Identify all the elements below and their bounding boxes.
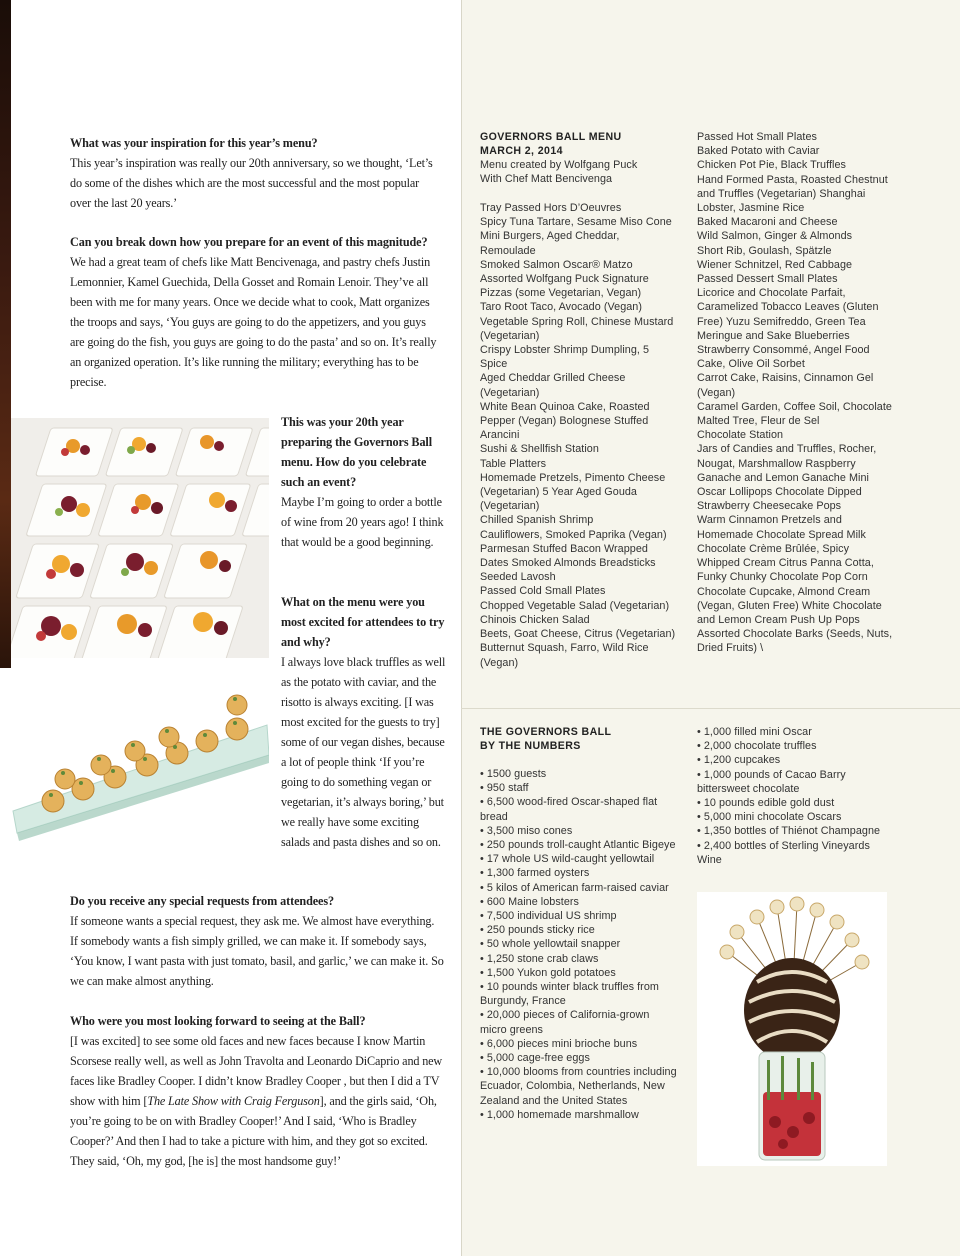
menu-date: MARCH 2, 2014	[480, 145, 563, 157]
menu-item: Homemade Pretzels, Pimento Cheese (Vegetarian) 5 Year Aged Gouda (Vegetarian)	[480, 471, 666, 513]
menu-item: Wild Salmon, Ginger & Almonds	[697, 230, 853, 243]
stat-item: • 7,500 individual US shrimp	[480, 910, 617, 923]
column-divider	[461, 0, 462, 1256]
menu-item: Tray Passed Hors D’Oeuvres	[480, 202, 622, 214]
stat-item: • 1,000 homemade marshmallow	[480, 1108, 639, 1121]
stat-item: • 250 pounds troll-caught Atlantic Bigeye	[480, 839, 676, 852]
menu-column-1	[480, 201, 678, 670]
answer-6-part1: [I was excited] to see some old faces and new faces because I know Martin Scorsese really well, as well as John Travolta and Leonardo DiCaprio and new faces like Bradley Cooper. I didn’t know Bradley Cooper , but then I did a TV show with him [	[70, 1034, 443, 1108]
menu-item: Chocolate Station	[697, 429, 784, 442]
menu-item: Taro Root Taco, Avocado (Vegan)	[480, 301, 643, 314]
question-6: Who were you most looking forward to seeing at the Ball?	[70, 1014, 366, 1028]
stat-item: • 1500 guests	[480, 768, 547, 780]
stat-item: • 20,000 pieces of California-grown micro greens	[480, 1009, 650, 1036]
menu-item: Passed Cold Small Plates	[480, 585, 606, 598]
menu-item: Hand Formed Pasta, Roasted Chestnut and Truffles (Vegetarian) Shanghai Lobster, Jasmine Rice	[697, 173, 888, 215]
menu-item: Vegetable Spring Roll, Chinese Mustard (Vegetarian)	[480, 315, 674, 342]
menu-item: White Bean Quinoa Cake, Roasted Pepper (Vegan) Bolognese Stuffed Arancini	[480, 400, 650, 442]
menu-item: Chilled Spanish Shrimp	[480, 514, 594, 527]
stat-item: • 2,400 bottles of Sterling Vineyards Wine	[697, 839, 870, 866]
menu-item: Passed Hot Small Plates	[697, 131, 817, 143]
answer-2: We had a great team of chefs like Matt Bencivenaga, and pastry chefs Justin Lemonnier, Kamel Guechida, Della Gosset and Romain Lenoir. They’ve all been with me for many years. Once we decide what to cook, Matt organizes the troops and says, ‘You guys are going to do the appetizers, and you guys are going do the fish, you guys are going to do the pasta’ and so on. It’s really an organized operation. It’s like running the military; everything has to be precise.	[70, 255, 437, 389]
menu-item: Assorted Chocolate Barks (Seeds, Nuts, Dried Fruits) \	[697, 628, 893, 655]
stat-item: • 1,000 filled mini Oscar	[697, 726, 812, 738]
left-edge-photo-strip	[0, 0, 11, 668]
menu-item: Short Rib, Goulash, Spätzle	[697, 244, 832, 257]
menu-title: GOVERNORS BALL MENU	[480, 131, 622, 143]
numbers-column-2	[697, 725, 893, 867]
stat-item: • 10 pounds winter black truffles from Burgundy, France	[480, 981, 659, 1008]
stat-item: • 6,000 pieces mini brioche buns	[480, 1037, 638, 1050]
menu-item: Chopped Vegetable Salad (Vegetarian) Chinois Chicken Salad	[480, 599, 670, 626]
stat-item: • 1,300 farmed oysters	[480, 867, 590, 880]
menu-credit-1: Menu created by Wolfgang Puck	[480, 159, 638, 171]
stat-item: • 1,500 Yukon gold potatoes	[480, 966, 616, 979]
answer-5: If someone wants a special request, they ask me. We almost have everything. If somebody wants a fish simply grilled, we can make it. If somebody says, ‘You know, I want pasta with just tomato, basil, and garlic,’ we can make it. So we can make almost anything.	[70, 914, 444, 988]
stat-item: • 5,000 cage-free eggs	[480, 1052, 590, 1065]
menu-item: Beets, Goat Cheese, Citrus (Vegetarian) Butternut Squash, Farro, Wild Rice (Vegan)	[480, 628, 676, 669]
menu-item: Caramel Garden, Coffee Soil, Chocolate Malted Tree, Fleur de Sel	[697, 400, 892, 428]
menu-item: Baked Potato with Caviar	[697, 145, 820, 158]
answer-4: I always love black truffles as well as the potato with caviar, and the risotto is always exciting. [I was most excited for the guests to try] some of our vegan dishes, because a lot of people think ‘If you’re going to do something vegan or vegetarian, it’s always boring,’ but we really have some exciting salads and pasta dishes and so on.	[281, 655, 446, 849]
menu-item: Jars of Candies and Truffles, Rocher, Nougat, Marshmallow Raspberry Ganache and Lemon Ganache Mini Oscar Lollipops Chocolate Dipped Strawberry Cheesecake Pops	[697, 443, 877, 513]
stat-item: • 600 Maine lobsters	[480, 895, 580, 908]
menu-item: Wiener Schnitzel, Red Cabbage	[697, 258, 853, 271]
answer-3: Maybe I’m going to order a bottle of wine from 20 years ago! I think that would be a good beginning.	[281, 495, 444, 549]
menu-item: Chicken Pot Pie, Black Truffles	[697, 159, 846, 172]
question-5: Do you receive any special requests from attendees?	[70, 894, 335, 908]
stat-item: • 250 pounds sticky rice	[480, 924, 595, 937]
menu-column-2	[697, 130, 893, 656]
menu-item: Sushi & Shellfish Station	[480, 443, 599, 456]
answer-6	[70, 1031, 444, 1171]
menu-item: Warm Cinnamon Pretzels and Homemade Chocolate Spread Milk Chocolate Crème Brûlée, Spicy Whipped Cream Citrus Panna Cotta, Funky Chunky Chocolate Pop Corn Chocolate Cupcake, Almond Cream (Vegan, Gluten Free) White Chocolate and Lemon Cream Push Up Pops	[697, 514, 882, 626]
stat-item: • 6,500 wood-fired Oscar-shaped flat bread	[480, 796, 658, 823]
stat-item: • 5,000 mini chocolate Oscars	[697, 811, 842, 824]
stat-item: • 50 whole yellowtail snapper	[480, 938, 621, 951]
answer-1: This year’s inspiration was really our 20th anniversary, so we thought, ‘Let’s do some of the dishes which are the most successful and the most popular over the last 20 years.’	[70, 156, 433, 210]
menu-item: Aged Cheddar Grilled Cheese (Vegetarian)	[480, 372, 626, 399]
question-1: What was your inspiration for this year’s menu?	[70, 136, 318, 150]
menu-item: Baked Macaroni and Cheese	[697, 216, 838, 229]
stat-item: • 10 pounds edible gold dust	[697, 797, 835, 810]
stat-item: • 10,000 blooms from countries including Ecuador, Colombia, Netherlands, New Zealand and the United States	[480, 1066, 677, 1107]
answer-6-part2: ], and the girls said, ‘Oh, you’re going to be on with Bradley Cooper!’ And I said, ‘Who is Bradley Cooper?’ And then I had to take a picture with him, and they got so excited. They said, ‘Oh, my god, [he is] the most handsome guy!’	[70, 1094, 437, 1168]
question-3: This was your 20th year preparing the Governors Ball menu. How do you celebrate such an event?	[281, 415, 433, 489]
menu-item: Assorted Wolfgang Puck Signature Pizzas (some Vegetarian, Vegan)	[480, 273, 649, 300]
menu-item: Passed Dessert Small Plates	[697, 273, 838, 286]
menu-item: Licorice and Chocolate Parfait, Caramelized Tobacco Leaves (Gluten Free) Yuzu Semifreddo, Green Tea Meringue and Sake Blueberries	[697, 287, 879, 342]
menu-item: Mini Burgers, Aged Cheddar, Remoulade	[480, 230, 620, 257]
appetizer-plates-photo	[11, 418, 269, 658]
menu-item: Table Platters	[480, 457, 547, 470]
stat-item: • 3,500 miso cones	[480, 824, 573, 837]
menu-item: Spicy Tuna Tartare, Sesame Miso Cone	[480, 216, 672, 229]
menu-credit-2: With Chef Matt Bencivenga	[480, 173, 613, 185]
menu-item: Carrot Cake, Raisins, Cinnamon Gel (Vegan)	[697, 372, 874, 399]
numbers-title-2: BY THE NUMBERS	[480, 740, 581, 752]
croquettes-tray-photo	[11, 683, 269, 865]
stat-item: • 5 kilos of American farm-raised caviar	[480, 881, 669, 894]
stat-item: • 1,250 stone crab claws	[480, 952, 599, 965]
menu-item: Strawberry Consommé, Angel Food Cake, Olive Oil Sorbet	[697, 344, 870, 371]
numbers-column-1	[480, 767, 678, 1122]
numbers-title-1: THE GOVERNORS BALL	[480, 726, 612, 738]
stat-item: • 1,000 pounds of Cacao Barry bittersweet chocolate	[697, 768, 846, 795]
stat-item: • 950 staff	[480, 782, 529, 795]
sidebar-separator	[461, 708, 960, 709]
stat-item: • 17 whole US wild-caught yellowtail	[480, 853, 655, 866]
question-2: Can you break down how you prepare for an event of this magnitude?	[70, 235, 428, 249]
left-edge-blank	[0, 668, 11, 1256]
stat-item: • 1,200 cupcakes	[697, 754, 781, 767]
chocolate-centerpiece-photo	[697, 892, 887, 1166]
stat-item: • 2,000 chocolate truffles	[697, 740, 817, 753]
menu-item: Crispy Lobster Shrimp Dumpling, 5 Spice	[480, 344, 650, 371]
menu-item: Smoked Salmon Oscar® Matzo	[480, 258, 633, 271]
menu-item: Cauliflowers, Smoked Paprika (Vegan) Parmesan Stuffed Bacon Wrapped Dates Smoked Almonds Breadsticks	[480, 528, 667, 570]
menu-item: Seeded Lavosh	[480, 571, 556, 584]
tv-show-title: The Late Show with Craig Ferguson	[147, 1094, 320, 1108]
question-4: What on the menu were you most excited for attendees to try and why?	[281, 595, 445, 649]
stat-item: • 1,350 bottles of Thiénot Champagne	[697, 825, 881, 838]
